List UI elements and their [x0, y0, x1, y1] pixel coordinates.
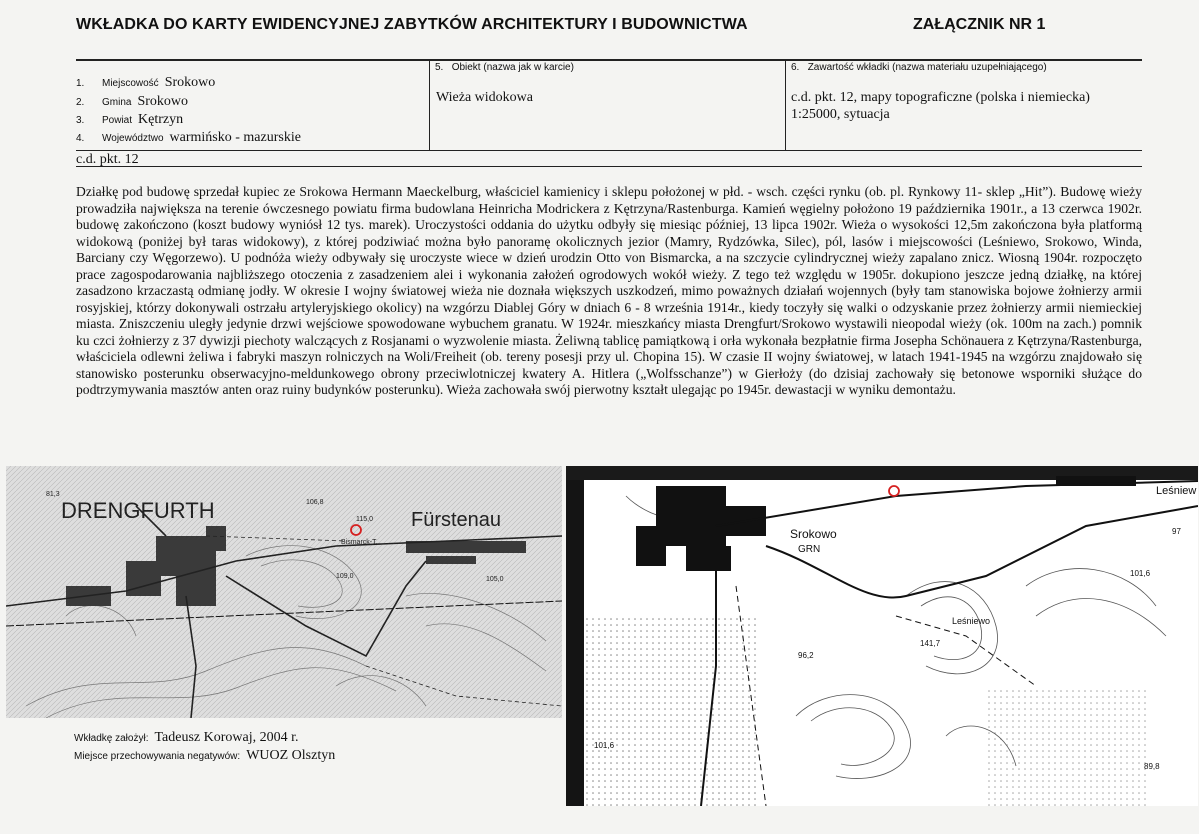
field-label: Gmina — [102, 97, 132, 108]
contents-header — [791, 62, 1047, 73]
field-value: Srokowo — [137, 94, 189, 109]
form-top-rule — [76, 59, 1142, 61]
annex-number: ZAŁĄCZNIK NR 1 — [913, 16, 1046, 33]
field-label: Miejscowość — [102, 78, 159, 89]
continuation-label: c.d. pkt. 12 — [76, 152, 139, 167]
field-number: 3. — [76, 115, 85, 126]
polish-map-village-label-edge: Leśniew — [1156, 485, 1197, 497]
field-label: Powiat — [102, 115, 133, 126]
contents-value-line2: 1:25000, sytuacja — [791, 107, 890, 122]
storage-label: Miejsce przechowywania negatywów: — [74, 751, 241, 762]
object-number: 5. — [435, 62, 444, 73]
polish-map-spot-height: 96,2 — [798, 651, 814, 660]
polish-map-town-suffix: GRN — [798, 544, 821, 555]
field-value: Kętrzyn — [138, 112, 184, 127]
polish-map-spot-height: 89,8 — [1144, 762, 1160, 771]
object-label: Obiekt (nazwa jak w karcie) — [451, 62, 574, 73]
german-map-spot-height: 115,0 — [356, 516, 373, 523]
form-divider-2 — [785, 60, 786, 151]
field-municipality — [76, 92, 188, 110]
author-label: Wkładkę założył: — [74, 733, 149, 744]
polish-map-spot-height: 101,6 — [594, 741, 615, 750]
contents-number: 6. — [791, 62, 800, 73]
storage-value: WUOZ Olsztyn — [246, 748, 336, 763]
german-map-town-label: DRENGFURTH — [61, 498, 215, 523]
polish-map-drawing — [566, 466, 1198, 806]
polish-map-spot-height: 141,7 — [920, 639, 941, 648]
field-number: 1. — [76, 78, 85, 89]
author-field — [74, 730, 299, 746]
contents-label: Zawartość wkładki (nazwa materiału uzupełniającego) — [807, 62, 1047, 73]
object-header — [435, 62, 574, 73]
field-voivodeship — [76, 128, 301, 146]
storage-field — [74, 748, 335, 764]
contents-value-line1: c.d. pkt. 12, mapy topograficzne (polska i niemiecka) — [791, 90, 1090, 105]
german-map-spot-height: 105,0 — [486, 576, 504, 583]
field-number: 2. — [76, 97, 85, 108]
author-value: Tadeusz Korowaj, 2004 r. — [154, 730, 299, 745]
document-title: WKŁADKA DO KARTY EWIDENCYJNEJ ZABYTKÓW ARCHITEKTURY I BUDOWNICTWA — [76, 16, 748, 33]
german-map-village-label: Fürstenau — [411, 509, 502, 531]
field-label: Województwo — [102, 133, 164, 144]
field-value: Srokowo — [164, 75, 216, 90]
form-bottom-rule — [76, 150, 1142, 151]
german-map-spot-height: 81,3 — [46, 491, 60, 498]
german-topographic-map — [6, 466, 562, 718]
german-map-spot-height: 106,8 — [306, 499, 324, 506]
description-text: Działkę pod budowę sprzedał kupiec ze Srokowa Hermann Maeckelburg, właściciel kamienicy i sklepu położonej w płd. - wsch. części rynku (ob. pl. Rynkowy 11- sklep „Hit”). Budowę wieży prowadziła największa na terenie ówczesnego powiatu firma budowlana Heinricha Modrickera z Kętrzyna/Rastenburga. Kamień węgielny położono 19 października 1901r., a 13 czerwca 1902r. budowę zakończono (koszt budowy wyniósł 12 tys. marek). Uroczystości oddania do użytku odbyły się miesiąc później, 13 lipca 1902r. Wieża o wysokości 12,5m zakończona była platformą widokową (poniżej był taras widokowy), z której podziwiać można było panoramę okolicznych jezior (Mamry, Rydzówka, Silec), pól, lasów i miejscowości (Leśniewo, Srokowo, Winda, Barciany czy Węgorzewo). U podnóża wieży odbywały się uroczyste wiece w dzień urodzin Otto von Bismarcka, a na szczycie cylindrycznej wieży zapalano znicz. Wiosną 1904r. rozpoczęto prace zagospodarowania najbliższego otoczenia z zasadzeniem alei i wykonania założeń ogrodowych wokół wieży. Z tego też względu w 1905r. dokupiono jeszcze jedną działkę, na której zasadzono krzaczastą odmianę jodły. W okresie I wojny światowej wieża nie doznała większych uszkodzeń, mimo poważnych działań wojennych (były tam stanowiska bojowe żołnierzy armii rosyjskiej, którzy dokonywali ostrzału artyleryjskiego okolicy) na wzgórzu Diablej Góry w dniach 6 - 8 września 1914r., kiedy toczyły się walki o odzyskanie przez żołnierzy armii niemieckiej miasta. Zniszczeniu uległy jedynie drzwi wejściowe spowodowane wybuchem granatu. W 1924r. mieszkańcy miasta Drengfurt/Srokowo wystawili nieopodal wieży (ok. 100m na zach.) pomnik ku czci żołnierzy z 37 dywizji piechoty walczących z Rosjanami o wyzwolenie miasta. Żeliwną tablicę pamiątkową i orła wykonała bezpłatnie firma Josepha Schönauera z Kętrzyna/Rastenburga, właściciela odlewni żeliwa i fabryki maszyn rolniczych na Woli/Freiheit (ob. tereny posesji przy ul. Chopina 15). W czasie II wojny światowej, w latach 1941-1945 na wzgórzu znajdowało się stanowisko posterunku obserwacyjno-meldunkowego obrony przeciwlotniczej kwatery A. Hitlera („Wolfsschanze”) w Gierłoży (do dzisiaj zachowały się betonowe wsporniki służące do podtrzymywania masztów anten oraz ruiny budynków posterunku). Wieża zachowała swój pierwotny kształt ulegając po 1945r. dewastacji w wyniku demontażu. — [76, 184, 1142, 397]
polish-topographic-map — [566, 466, 1198, 806]
german-map-tower-label: Bismarck-T. — [341, 539, 378, 546]
polish-map-spot-height: 97 — [1172, 527, 1181, 536]
field-county — [76, 110, 183, 128]
field-number: 4. — [76, 133, 85, 144]
continuation-rule — [76, 166, 1142, 167]
polish-map-spot-height: 101,6 — [1130, 569, 1151, 578]
field-value: warmińsko - mazurskie — [169, 130, 301, 145]
german-map-spot-height: 109,0 — [336, 573, 354, 580]
polish-map-town-label: Srokowo — [790, 527, 837, 541]
object-value: Wieża widokowa — [436, 90, 534, 105]
polish-map-village-label: Leśniewo — [952, 616, 991, 626]
german-map-drawing — [6, 466, 562, 718]
field-locality — [76, 73, 215, 91]
form-divider-1 — [429, 60, 430, 151]
